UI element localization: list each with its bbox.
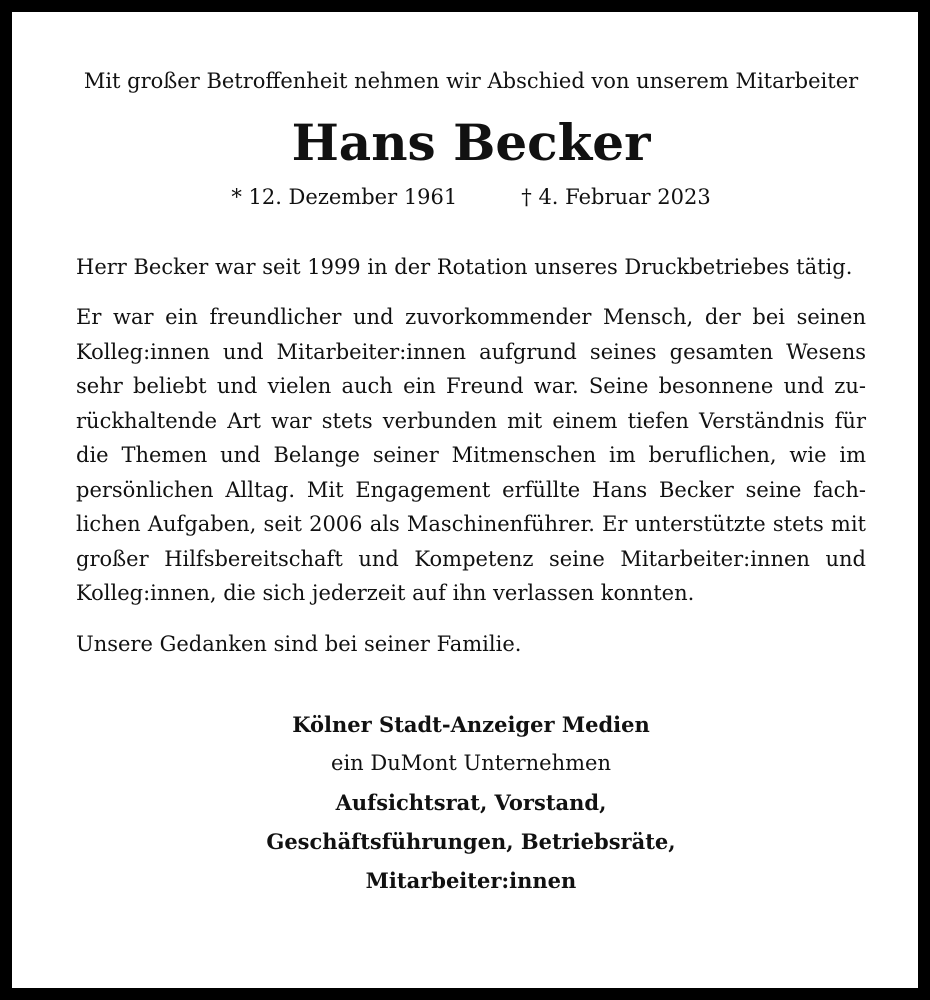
intro-line: Mit großer Betroffenheit nehmen wir Abschied von unserem Mitarbeiter bbox=[83, 69, 859, 93]
signature-parent-company: ein DuMont Unternehmen bbox=[331, 751, 611, 776]
paragraph-condolence: Unsere Gedanken sind bei seiner Familie. bbox=[76, 631, 522, 656]
life-dates bbox=[76, 184, 866, 211]
obituary-content bbox=[76, 68, 866, 900]
signature-board: Aufsichtsrat, Vorstand, bbox=[335, 790, 607, 816]
paragraph-tribute: Er war ein freundlicher und zuvorkommender Mensch, der bei seinen Kolleg:innen und Mitarbeiter:innen aufgrund seines gesamten Wesens sehr beliebt und vielen auch ein Freund war. Seine besonnene und zurückhaltende Art war stets verbunden mit einem tiefen Verständnis für die Themen und Belange seiner Mitmenschen im beruflichen, wie im persönlichen Alltag. Mit Engagement erfüllte Hans Becker seine fachlichen Aufgaben, seit 2006 als Maschinenführer. Er unterstützte stets mit großer Hilfsbereitschaft und Kompetenz seine Mitarbeiter:innen und Kolleg:innen, die sich jederzeit auf ihn verlassen konnten. bbox=[76, 305, 866, 606]
death-date: † 4. Februar 2023 bbox=[521, 185, 711, 210]
signature-management: Geschäftsführungen, Betriebsräte, bbox=[266, 829, 676, 855]
deceased-name: Hans Becker bbox=[291, 113, 651, 173]
birth-date: * 12. Dezember 1961 bbox=[231, 185, 458, 210]
paragraph-employment: Herr Becker war seit 1999 in der Rotation unseres Druckbetriebes tätig. bbox=[76, 254, 853, 279]
signature-company: Kölner Stadt-Anzeiger Medien bbox=[292, 712, 650, 738]
signature-block bbox=[76, 705, 866, 900]
signature-staff: Mitarbeiter:innen bbox=[365, 868, 577, 894]
